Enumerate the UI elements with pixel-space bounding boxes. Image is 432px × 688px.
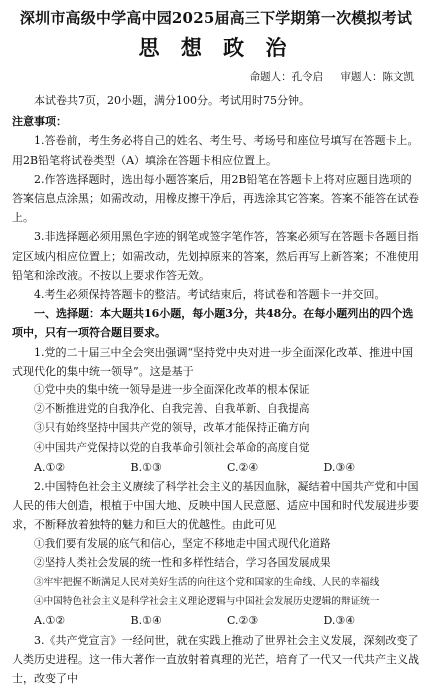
question-3-stem: 3.《共产党宣言》一经问世，就在实践上推动了世界社会主义发展，深刻改变了人类历史进程。这一伟大著作一直放射着真理的光芒，培育了一代又一代共产主义战士，改变了中 [12,633,419,686]
question-1-option-3: ③只有始终坚持中国共产党的领导，改革才能保持正确方向 [34,422,310,435]
question-1-choices [12,458,420,477]
question-2-option-3: ③牢牢把握不断满足人民对美好生活的向往这个党和国家的生命线、人民的幸福线 [34,577,380,589]
question-1-option-1: ①党中央的集中统一领导是进一步全面深化改革的根本保证 [34,384,310,397]
choice-a: A.①② [34,614,66,628]
question-2-option-2: ②坚持人类社会发展的统一性和多样性结合，学习各国发展成果 [34,556,331,569]
question-2-option-4: ④中国特色社会主义是科学社会主义理论逻辑与中国社会发展历史逻辑的辩证统一 [34,596,380,608]
choice-c: C.②③ [227,614,259,628]
notice-item-4: 4.考生必须保持答题卡的整洁。考试结束后，将试卷和答题卡一并交回。 [34,288,386,302]
exam-intro: 本试卷共7页，20小题，满分100分。考试用时75分钟。 [34,94,310,107]
question-2-stem: 2.中国特色社会主义赓续了科学社会主义的基因血脉，凝结着中国共产党和中国人民的伟大创造，根植于中国大地、反映中国人民意愿、适应中国和时代发展进步要求，不断释放着独特的魅力和巨大的优越性。由此可见 [12,480,419,532]
choice-b: B.①③ [130,460,162,474]
exam-title: 深圳市高级中学高中园2025届高三下学期第一次模拟考试 [19,9,413,27]
question-1-option-4: ④中国共产党保持以党的自我革命引领社会革命的高度自觉 [34,441,310,454]
question-1-option-2: ②不断推进党的自我净化、自我完善、自我革新、自我提高 [34,403,310,416]
choice-d: D.③④ [323,460,356,474]
reviewer: 审题人：陈文凯 [340,71,414,83]
section-heading: 一、选择题：本大题共16小题，每小题3分，共48分。在每小题列出的四个选项中，只有一项符合题目要求。 [12,307,414,340]
notice-item-3: 3.非选择题必须用黑色字迹的钢笔或签字笔作答，答案必须写在答题卡各题目指定区域内相应位置上；如需改动，先划掉原来的答案，然后再写上新答案；不准使用铅笔和涂改液。不按以上要求作答无效。 [12,230,419,282]
question-2-option-1: ①我们要有发展的底气和信心，坚定不移地走中国式现代化道路 [34,537,331,550]
choice-c: C.②④ [227,460,259,474]
proposer: 命题人：孔令启 [249,71,324,83]
question-2-choices [12,611,420,630]
author-line [12,70,420,85]
subject-title: 思 想 政 治 [138,35,294,60]
choice-a: A.①② [34,460,66,474]
notice-heading: 注意事项： [12,115,67,129]
choice-b: B.①④ [130,614,162,628]
notice-item-2: 2.作答选择题时，选出每小题答案后，用2B铅笔在答题卡上将对应题目选项的答案信息点涂黑；如需改动，用橡皮擦干净后，再选涂其它答案。答案不能答在试卷上。 [12,172,419,225]
notice-item-1: 1.答卷前，考生务必将自己的姓名、考生号、考场号和座位号填写在答题卡上。用2B铅笔将试卷类型（A）填涂在答题卡相应位置上。 [12,134,419,167]
question-1-stem: 1.党的二十届三中全会突出强调“坚持党中央对进一步全面深化改革、推进中国式现代化的集中统一领导”。这是基于 [12,345,414,378]
choice-d: D.③④ [323,614,356,628]
